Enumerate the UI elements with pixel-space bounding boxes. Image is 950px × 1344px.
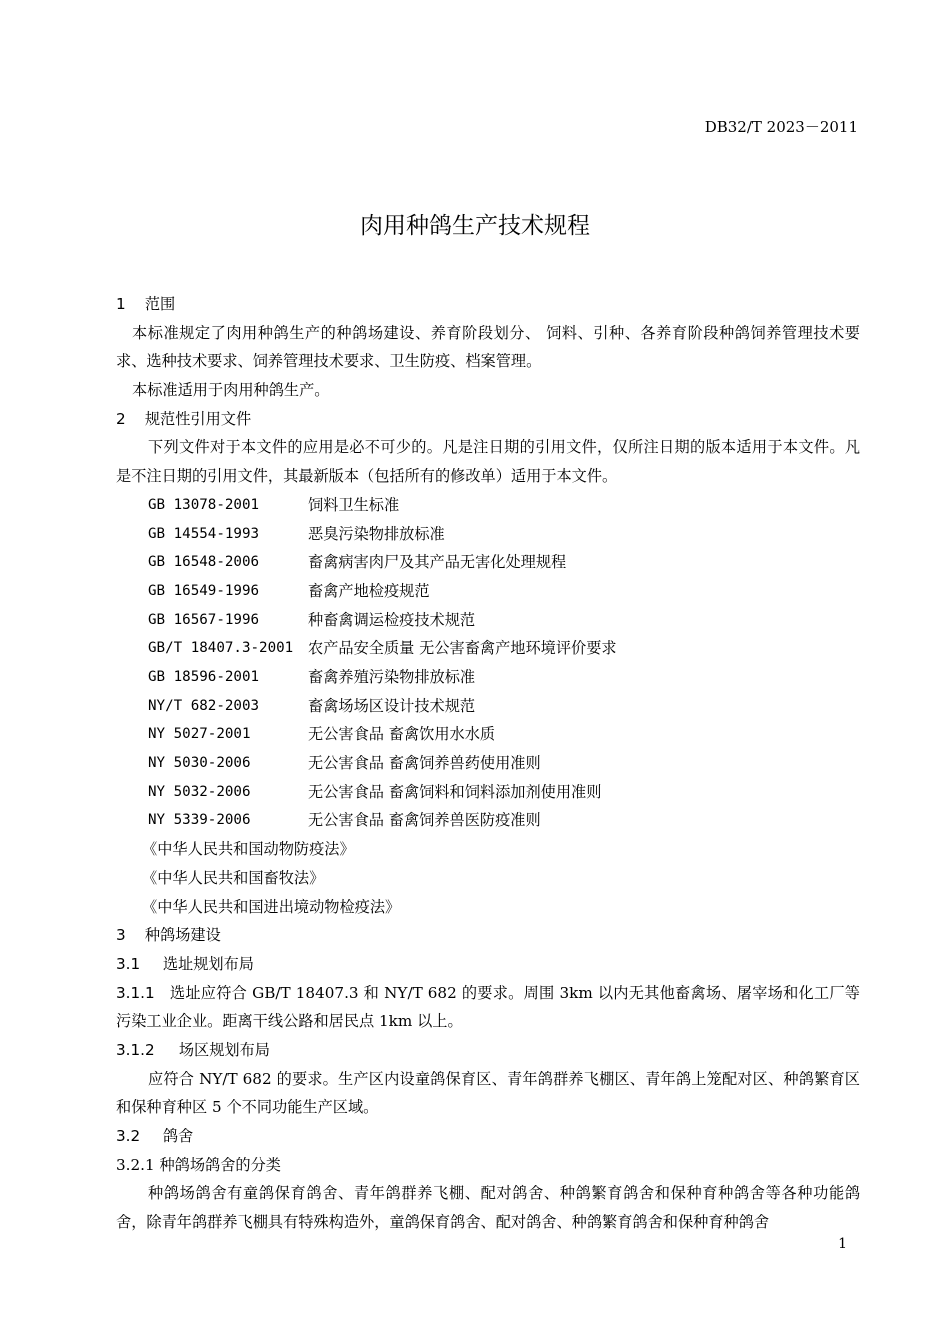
section-1-heading	[116, 290, 860, 319]
reference-title: 畜禽养殖污染物排放标准	[308, 668, 476, 686]
reference-item	[116, 520, 860, 549]
subsection-3-1-1	[116, 979, 860, 1036]
reference-code: GB 16549-1996	[148, 582, 260, 599]
reference-code: GB 16567-1996	[148, 611, 260, 628]
reference-title: 畜禽病害肉尸及其产品无害化处理规程	[308, 553, 567, 572]
law-reference: 《中华人民共和国畜牧法》	[142, 868, 325, 887]
reference-title: 无公害食品 畜禽饮用水水质	[308, 725, 496, 744]
reference-item	[116, 692, 860, 721]
subsection-title: 场区规划布局	[178, 1040, 270, 1059]
section-number: 1	[116, 295, 126, 313]
section-title: 种鸽场建设	[144, 926, 221, 945]
subsection-3-1-heading	[116, 950, 860, 979]
reference-title: 农产品安全质量 无公害畜禽产地环境评价要求	[308, 639, 617, 658]
standard-code: DB32/T 2023－2011	[704, 118, 858, 136]
subsection-text: 选址应符合 GB/T 18407.3 和 NY/T 682 的要求。周围 3km 以内无其他畜禽场、屠宰场和化工厂等污染工业企业。距离干线公路和居民点 1km 以上。	[116, 983, 860, 1031]
section-title: 范围	[144, 295, 176, 313]
reference-code: GB 18596-2001	[148, 669, 260, 685]
law-reference: 《中华人民共和国动物防疫法》	[142, 840, 355, 859]
reference-item	[116, 806, 860, 835]
reference-title: 饲料卫生标准	[308, 495, 400, 514]
subsection-title: 种鸽场鸽舍的分类	[159, 1155, 281, 1174]
reference-item	[116, 634, 860, 663]
reference-code: NY 5030-2006	[148, 755, 251, 772]
section-2-heading	[116, 405, 860, 434]
section-number: 2	[116, 409, 126, 428]
subsection-3-2-1-heading	[116, 1151, 860, 1180]
subsection-number: 3.1	[116, 954, 141, 973]
section-number: 3	[116, 926, 126, 945]
subsection-number: 3.2.1	[116, 1155, 155, 1174]
reference-item	[116, 577, 860, 606]
reference-title: 恶臭污染物排放标准	[308, 524, 445, 543]
reference-title: 畜禽产地检疫规范	[308, 581, 430, 600]
subsection-3-2-1-body: 种鸽场鸽舍有童鸽保育鸽舍、青年鸽群养飞棚、配对鸽舍、种鸽繁育鸽舍和保种育种鸽舍等各种功能鸽舍，除青年鸽群养飞棚具有特殊构造外，童鸽保育鸽舍、配对鸽舍、种鸽繁育鸽舍和保种育种鸽舍	[116, 1184, 860, 1232]
subsection-3-1-2-body: 应符合 NY/T 682 的要求。生产区内设童鸽保育区、青年鸽群养飞棚区、青年鸽上笼配对区、种鸽繁育区和保种育种区 5 个不同功能生产区域。	[116, 1069, 860, 1117]
reference-list	[116, 491, 860, 835]
reference-item	[116, 491, 860, 520]
subsection-3-1-2-heading	[116, 1036, 860, 1065]
section-title: 规范性引用文件	[144, 409, 252, 428]
reference-code: NY 5027-2001	[148, 726, 251, 743]
reference-title: 畜禽场场区设计技术规范	[308, 696, 476, 715]
subsection-number: 3.1.2	[116, 1040, 155, 1059]
document-title: 肉用种鸽生产技术规程	[360, 213, 590, 239]
reference-code: GB 13078-2001	[148, 496, 260, 513]
reference-code: NY 5032-2006	[148, 783, 251, 800]
section-1-para-2: 本标准适用于肉用种鸽生产。	[132, 381, 330, 400]
reference-item	[116, 720, 860, 749]
reference-code: NY 5339-2006	[148, 812, 251, 829]
reference-title: 无公害食品 畜禽饲养兽药使用准则	[308, 754, 541, 773]
reference-item	[116, 749, 860, 778]
reference-title: 无公害食品 畜禽饲养兽医防疫准则	[308, 811, 541, 830]
reference-item	[116, 606, 860, 635]
subsection-3-2-heading	[116, 1122, 860, 1151]
subsection-title: 选址规划布局	[162, 954, 254, 973]
reference-code: GB/T 18407.3-2001	[148, 640, 294, 657]
subsection-title: 鸽舍	[162, 1127, 194, 1146]
section-2-intro: 下列文件对于本文件的应用是必不可少的。凡是注日期的引用文件，仅所注日期的版本适用于本文件。凡是不注日期的引用文件，其最新版本（包括所有的修改单）适用于本文件。	[116, 438, 860, 486]
section-1-para-1: 本标准规定了肉用种鸽生产的种鸽场建设、养育阶段划分、 饲料、引种、各养育阶段种鸽饲养管理技术要求、选种技术要求、饲养管理技术要求、卫生防疫、档案管理。	[116, 323, 860, 371]
reference-item	[116, 548, 860, 577]
reference-code: GB 14554-1993	[148, 525, 260, 542]
reference-item	[116, 778, 860, 807]
reference-code: NY/T 682-2003	[148, 697, 260, 714]
reference-title: 种畜禽调运检疫技术规范	[308, 610, 476, 629]
law-reference: 《中华人民共和国进出境动物检疫法》	[142, 897, 401, 916]
reference-item	[116, 663, 860, 692]
page-number: 1	[838, 1236, 847, 1252]
document-body	[116, 290, 860, 1237]
section-3-heading	[116, 921, 860, 950]
subsection-number: 3.1.1	[116, 983, 155, 1002]
reference-title: 无公害食品 畜禽饲料和饲料添加剂使用准则	[308, 782, 602, 801]
subsection-number: 3.2	[116, 1127, 141, 1146]
reference-code: GB 16548-2006	[148, 554, 260, 571]
